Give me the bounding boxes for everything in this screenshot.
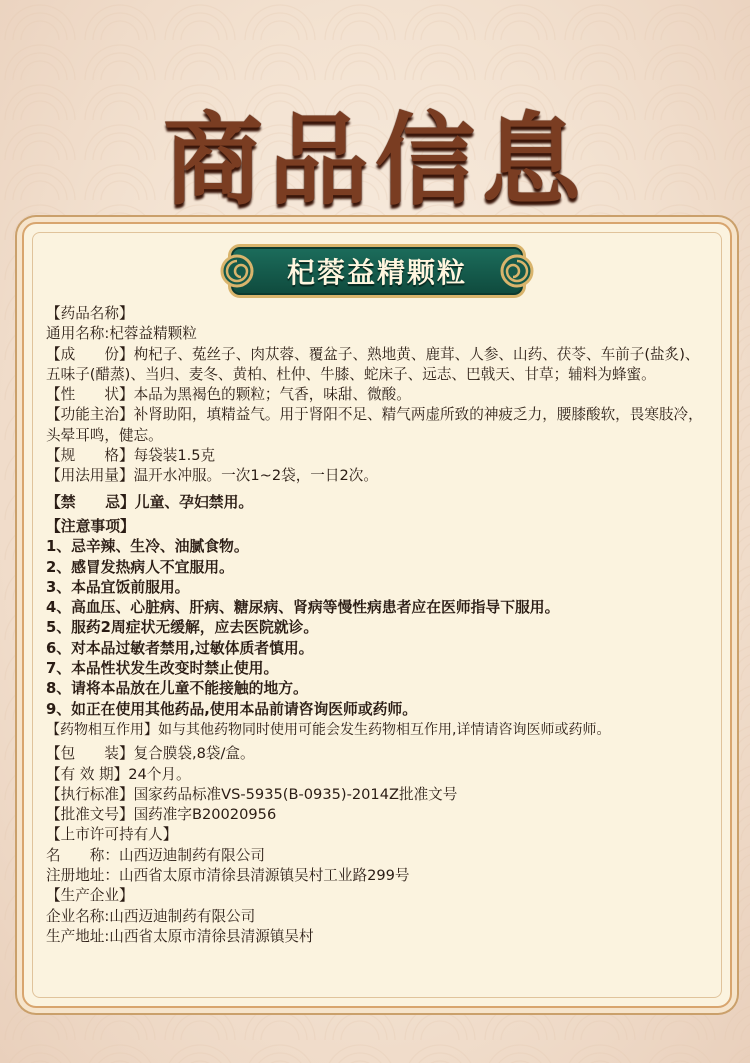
drug-name-header: 【药品名称】 (46, 305, 134, 322)
product-info-text (46, 304, 706, 947)
precautions-header: 【注意事项】 (46, 517, 135, 535)
precaution-item: 7、本品性状发生改变时禁止使用。 (46, 660, 279, 678)
approval-number: 【批准文号】国药准字B20020956 (46, 806, 277, 824)
precaution-item: 6、对本品过敏者禁用,过敏体质者慎用。 (46, 639, 314, 657)
manufacturer-header: 【生产企业】 (46, 887, 134, 905)
precaution-item: 8、请将本品放在儿童不能接触的地方。 (46, 680, 308, 698)
precaution-item: 2、感冒发热病人不宜服用。 (46, 558, 234, 576)
ingredients: 【成 份】枸杞子、菟丝子、肉苁蓉、覆盆子、熟地黄、鹿茸、人参、山药、茯苓、车前子(盐炙)、五味子(醋蒸)、当归、麦冬、黄柏、杜仲、牛膝、蛇床子、远志、巴戟天、甘草；辅料为蜂蜜。 (46, 345, 700, 383)
manufacturer-name: 企业名称:山西迈迪制药有限公司 (46, 907, 256, 925)
precaution-item: 9、如正在使用其他药品,使用本品前请咨询医师或药师。 (46, 700, 418, 718)
license-holder-address: 注册地址：山西省太原市清徐县清源镇吴村工业路299号 (46, 867, 410, 885)
precaution-item: 3、本品宜饭前服用。 (46, 578, 190, 596)
drug-interactions: 【药物相互作用】如与其他药物同时使用可能会发生药物相互作用,详情请咨询医师或药师。 (46, 721, 611, 738)
precaution-item: 5、服药2周症状无缓解，应去医院就诊。 (46, 619, 319, 637)
generic-name: 通用名称:杞蓉益精颗粒 (46, 325, 197, 343)
indications: 【功能主治】补肾助阳，填精益气。用于肾阳不足、精气两虚所致的神疲乏力，腰膝酸软，畏寒肢冷，头晕耳鸣，健忘。 (46, 406, 703, 444)
properties: 【性 状】本品为黑褐色的颗粒；气香，味甜、微酸。 (46, 386, 411, 404)
validity-period: 【有 效 期】24个月。 (46, 765, 191, 783)
license-holder-header: 【上市许可持有人】 (46, 826, 178, 844)
manufacturer-address: 生产地址:山西省太原市清徐县清源镇吴村 (46, 927, 314, 945)
scroll-ornament-left-icon (218, 252, 256, 290)
precaution-item: 1、忌辛辣、生冷、油腻食物。 (46, 538, 249, 556)
scroll-ornament-right-icon (498, 252, 536, 290)
contraindications: 【禁 忌】儿童、孕妇禁用。 (46, 493, 254, 511)
license-holder-name: 名 称：山西迈迪制药有限公司 (46, 846, 265, 864)
execution-standard: 【执行标准】国家药品标准VS-5935(B-0935)-2014Z批准文号 (46, 785, 458, 803)
specification: 【规 格】每袋装1.5克 (46, 447, 216, 465)
packaging: 【包 装】复合膜袋,8袋/盒。 (46, 745, 255, 763)
product-name-banner (228, 244, 526, 298)
usage-dosage: 【用法用量】温开水冲服。一次1~2袋，一日2次。 (46, 467, 378, 485)
page-title: 商品信息 (163, 102, 587, 219)
banner-title: 杞蓉益精颗粒 (286, 256, 467, 289)
precaution-item: 4、高血压、心脏病、肝病、糖尿病、肾病等慢性病患者应在医师指导下服用。 (46, 599, 560, 617)
